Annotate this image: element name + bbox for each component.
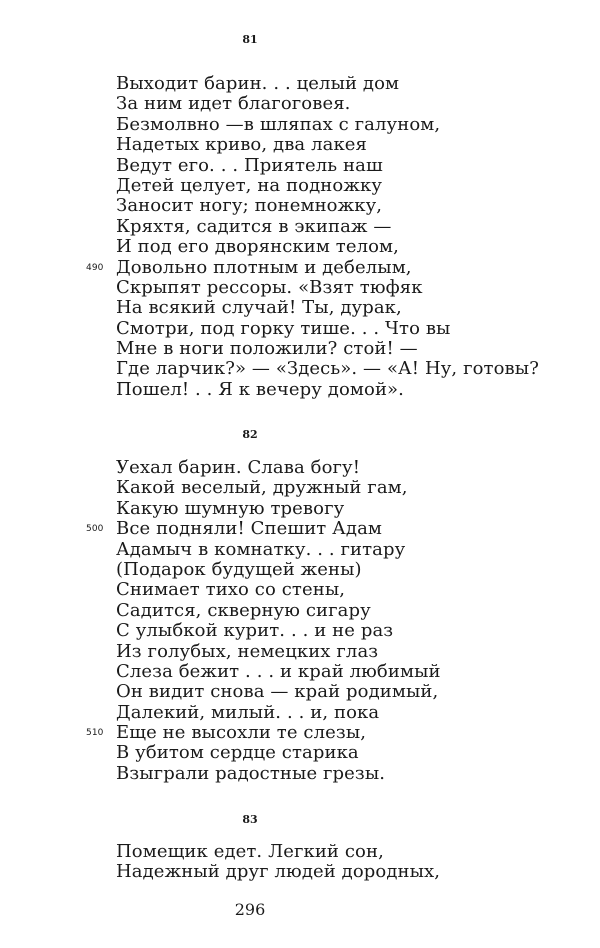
section-number: 82 — [242, 428, 258, 441]
verse-text: Садится, скверную сигару — [116, 599, 371, 621]
verse-line — [116, 156, 539, 176]
verse-line — [116, 478, 441, 498]
verse-line — [116, 298, 539, 318]
verse-text: Детей целует, на подножку — [116, 174, 383, 196]
line-number: 510 — [86, 728, 104, 739]
verse-text: В убитом сердце старика — [116, 742, 359, 764]
verse-text: С улыбкой курит. . . и не раз — [116, 620, 394, 642]
verse-line — [116, 319, 539, 339]
verse-text: Надежный друг людей дородных, — [116, 861, 441, 883]
verse-text: И под его дворянским телом, — [116, 236, 399, 258]
verse-text: Довольно плотным и дебелым, — [116, 256, 412, 278]
verse-text: Снимает тихо со стены, — [116, 579, 346, 601]
verse-line — [116, 176, 539, 196]
section-number: 83 — [242, 813, 258, 826]
verse-text: Выходит барин. . . целый дом — [116, 73, 400, 94]
line-number: 500 — [86, 524, 104, 535]
verse-line — [116, 540, 441, 560]
verse-text: Надетых криво, два лакея — [116, 134, 367, 156]
verse-line — [116, 743, 441, 763]
verse-line — [116, 380, 539, 400]
verse-text: Он видит снова — край родимый, — [116, 681, 439, 703]
verse-line — [116, 339, 539, 359]
verse-line — [116, 764, 441, 784]
verse-text: Далекий, милый. . . и, пока — [116, 701, 380, 723]
verse-text: Скрыпят рессоры. «Взят тюфяк — [116, 276, 423, 298]
verse-text: За ним идет благоговея. — [116, 93, 351, 115]
section-number: 81 — [242, 33, 258, 46]
verse-line — [86, 722, 441, 744]
verse-line — [116, 74, 539, 94]
verse-line — [116, 237, 539, 257]
verse-text: Уехал барин. Слава богу! — [116, 457, 361, 478]
verse-line — [116, 662, 441, 682]
verse-line — [116, 682, 441, 702]
verse-line — [116, 703, 441, 723]
verse-text: Помещик едет. Легкий сон, — [116, 841, 384, 862]
verse-text: Взыграли радостные грезы. — [116, 762, 386, 784]
verse-line — [116, 642, 441, 662]
verse-line — [86, 256, 539, 278]
verse-text: Еще не высохли те слезы, — [116, 722, 367, 744]
verse-line — [116, 94, 539, 114]
verse-text: Все подняли! Спешит Адам — [116, 518, 383, 540]
verse-line — [116, 601, 441, 621]
verse-text: Где ларчик?» — «Здесь». — «А! Ну, готовы? — [116, 358, 539, 380]
line-number: 490 — [86, 262, 104, 273]
verse-text: Смотри, под горку тише. . . Что вы — [116, 317, 451, 339]
verse-text: Какой веселый, дружный гам, — [116, 477, 408, 499]
verse-text: На всякий случай! Ты, дурак, — [116, 297, 402, 319]
verse-text: Пошел! . . Я к вечеру домой». — [116, 378, 404, 400]
verse-line — [116, 842, 440, 862]
page-number: 296 — [234, 900, 266, 919]
verse-line — [116, 217, 539, 237]
verse-line — [116, 621, 441, 641]
verse-text: Адамыч в комнатку. . . гитару — [116, 538, 406, 560]
stanza-81 — [86, 73, 539, 400]
verse-text: Мне в ноги положили? стой! — — [116, 338, 418, 360]
verse-line — [116, 458, 441, 478]
verse-text: Ведут его. . . Приятель наш — [116, 154, 383, 176]
verse-text: Из голубых, немецких глаз — [116, 640, 379, 662]
verse-line — [116, 499, 441, 519]
verse-text: Какую шумную тревогу — [116, 497, 345, 519]
verse-text: Слеза бежит . . . и край любимый — [116, 660, 441, 682]
verse-line — [116, 560, 441, 580]
verse-line — [116, 359, 539, 379]
verse-line — [116, 278, 539, 298]
stanza-83 — [116, 842, 440, 883]
verse-line — [116, 115, 539, 135]
verse-text: (Подарок будущей жены) — [116, 558, 362, 580]
verse-text: Безмолвно —в шляпах с галуном, — [116, 113, 441, 135]
verse-line — [116, 196, 539, 216]
verse-line — [116, 862, 440, 882]
verse-line — [116, 580, 441, 600]
verse-line — [86, 518, 441, 540]
verse-line — [116, 135, 539, 155]
verse-text: Заносит ногу; понемножку, — [116, 195, 383, 217]
verse-text: Кряхтя, садится в экипаж — — [116, 215, 392, 237]
stanza-82 — [86, 457, 441, 784]
